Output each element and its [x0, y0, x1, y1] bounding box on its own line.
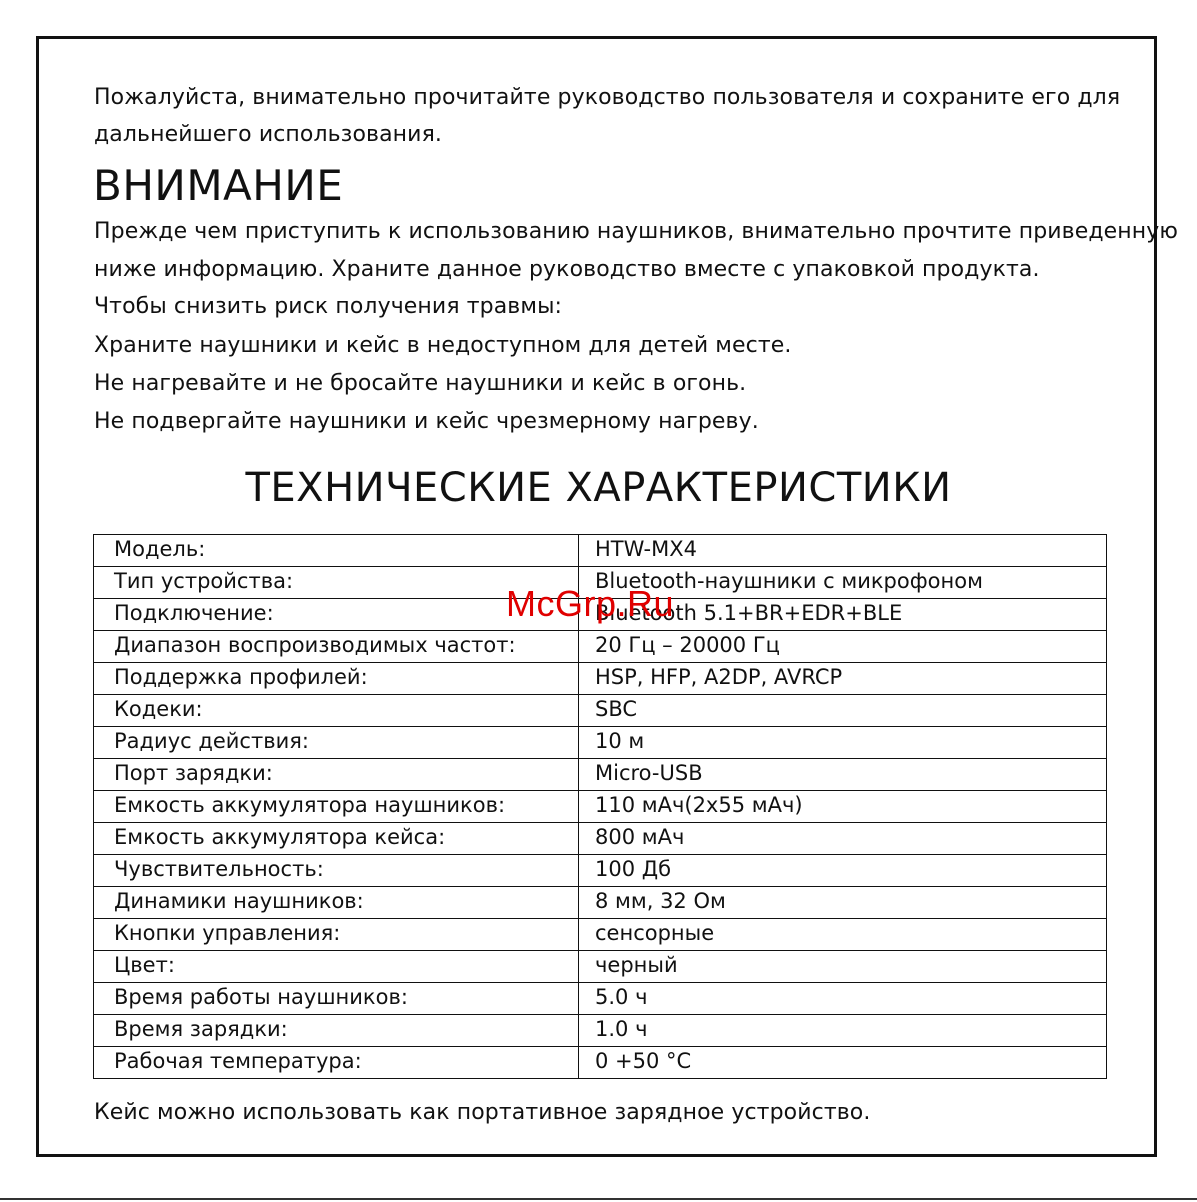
- spec-value: Micro-USB: [579, 759, 1107, 791]
- spec-label: Модель:: [94, 535, 579, 567]
- spec-row-play-time: [94, 983, 1107, 1015]
- spec-label: Время работы наушников:: [94, 983, 579, 1015]
- spec-label: Цвет:: [94, 951, 579, 983]
- spec-label: Диапазон воспроизводимых частот:: [94, 631, 579, 663]
- spec-row-operating-temperature: [94, 1047, 1107, 1079]
- spec-label: Динамики наушников:: [94, 887, 579, 919]
- spec-row-color: [94, 951, 1107, 983]
- spec-label: Емкость аккумулятора кейса:: [94, 823, 579, 855]
- spec-label: Кодеки:: [94, 695, 579, 727]
- spec-value: Bluetooth-наушники с микрофоном: [579, 567, 1107, 599]
- warning-line-6: Не подвергайте наушники и кейс чрезмерному нагреву.: [94, 409, 759, 434]
- spec-label: Радиус действия:: [94, 727, 579, 759]
- page-edge-line: [0, 1198, 1197, 1200]
- spec-value: сенсорные: [579, 919, 1107, 951]
- spec-label: Кнопки управления:: [94, 919, 579, 951]
- spec-value: 5.0 ч: [579, 983, 1107, 1015]
- spec-row-charge-time: [94, 1015, 1107, 1047]
- warning-line-5: Не нагревайте и не бросайте наушники и кейс в огонь.: [94, 371, 747, 396]
- spec-value: 800 мАч: [579, 823, 1107, 855]
- spec-value: 0 +50 °С: [579, 1047, 1107, 1079]
- spec-value: 1.0 ч: [579, 1015, 1107, 1047]
- spec-label: Подключение:: [94, 599, 579, 631]
- spec-row-case-battery: [94, 823, 1107, 855]
- spec-value: HTW-MX4: [579, 535, 1107, 567]
- spec-row-sensitivity: [94, 855, 1107, 887]
- spec-value: 110 мАч(2х55 мАч): [579, 791, 1107, 823]
- spec-row-earbud-battery: [94, 791, 1107, 823]
- spec-label: Тип устройства:: [94, 567, 579, 599]
- spec-label: Поддержка профилей:: [94, 663, 579, 695]
- watermark: McGrp.Ru: [506, 583, 675, 624]
- spec-label: Чувствительность:: [94, 855, 579, 887]
- spec-row-codecs: [94, 695, 1107, 727]
- spec-row-drivers: [94, 887, 1107, 919]
- warning-line-1: Прежде чем приступить к использованию наушников, внимательно прочтите приведенную: [94, 219, 1179, 244]
- spec-row-model: [94, 535, 1107, 567]
- spec-value: 20 Гц – 20000 Гц: [579, 631, 1107, 663]
- spec-row-frequency: [94, 631, 1107, 663]
- spec-row-controls: [94, 919, 1107, 951]
- spec-label: Рабочая температура:: [94, 1047, 579, 1079]
- spec-label: Время зарядки:: [94, 1015, 579, 1047]
- spec-value: 10 м: [579, 727, 1107, 759]
- intro-line-2: дальнейшего использования.: [94, 122, 442, 147]
- warning-line-4: Храните наушники и кейс в недоступном для детей месте.: [94, 333, 792, 358]
- warning-title: ВНИМАНИЕ: [93, 161, 344, 210]
- spec-value: SBC: [579, 695, 1107, 727]
- spec-value: 100 Дб: [579, 855, 1107, 887]
- spec-row-profiles: [94, 663, 1107, 695]
- warning-line-3: Чтобы снизить риск получения травмы:: [94, 294, 563, 319]
- spec-value: черный: [579, 951, 1107, 983]
- spec-row-charging-port: [94, 759, 1107, 791]
- intro-line-1: Пожалуйста, внимательно прочитайте руководство пользователя и сохраните его для: [94, 85, 1121, 110]
- footer-note: Кейс можно использовать как портативное зарядное устройство.: [94, 1100, 871, 1125]
- spec-value: HSP, HFP, A2DP, AVRCP: [579, 663, 1107, 695]
- spec-value: Bluetooth 5.1+BR+EDR+BLE: [579, 599, 1107, 631]
- spec-row-range: [94, 727, 1107, 759]
- spec-label: Емкость аккумулятора наушников:: [94, 791, 579, 823]
- specs-title: ТЕХНИЧЕСКИЕ ХАРАКТЕРИСТИКИ: [245, 465, 952, 511]
- spec-label: Порт зарядки:: [94, 759, 579, 791]
- warning-line-2: ниже информацию. Храните данное руководство вместе с упаковкой продукта.: [94, 257, 1040, 282]
- spec-value: 8 мм, 32 Ом: [579, 887, 1107, 919]
